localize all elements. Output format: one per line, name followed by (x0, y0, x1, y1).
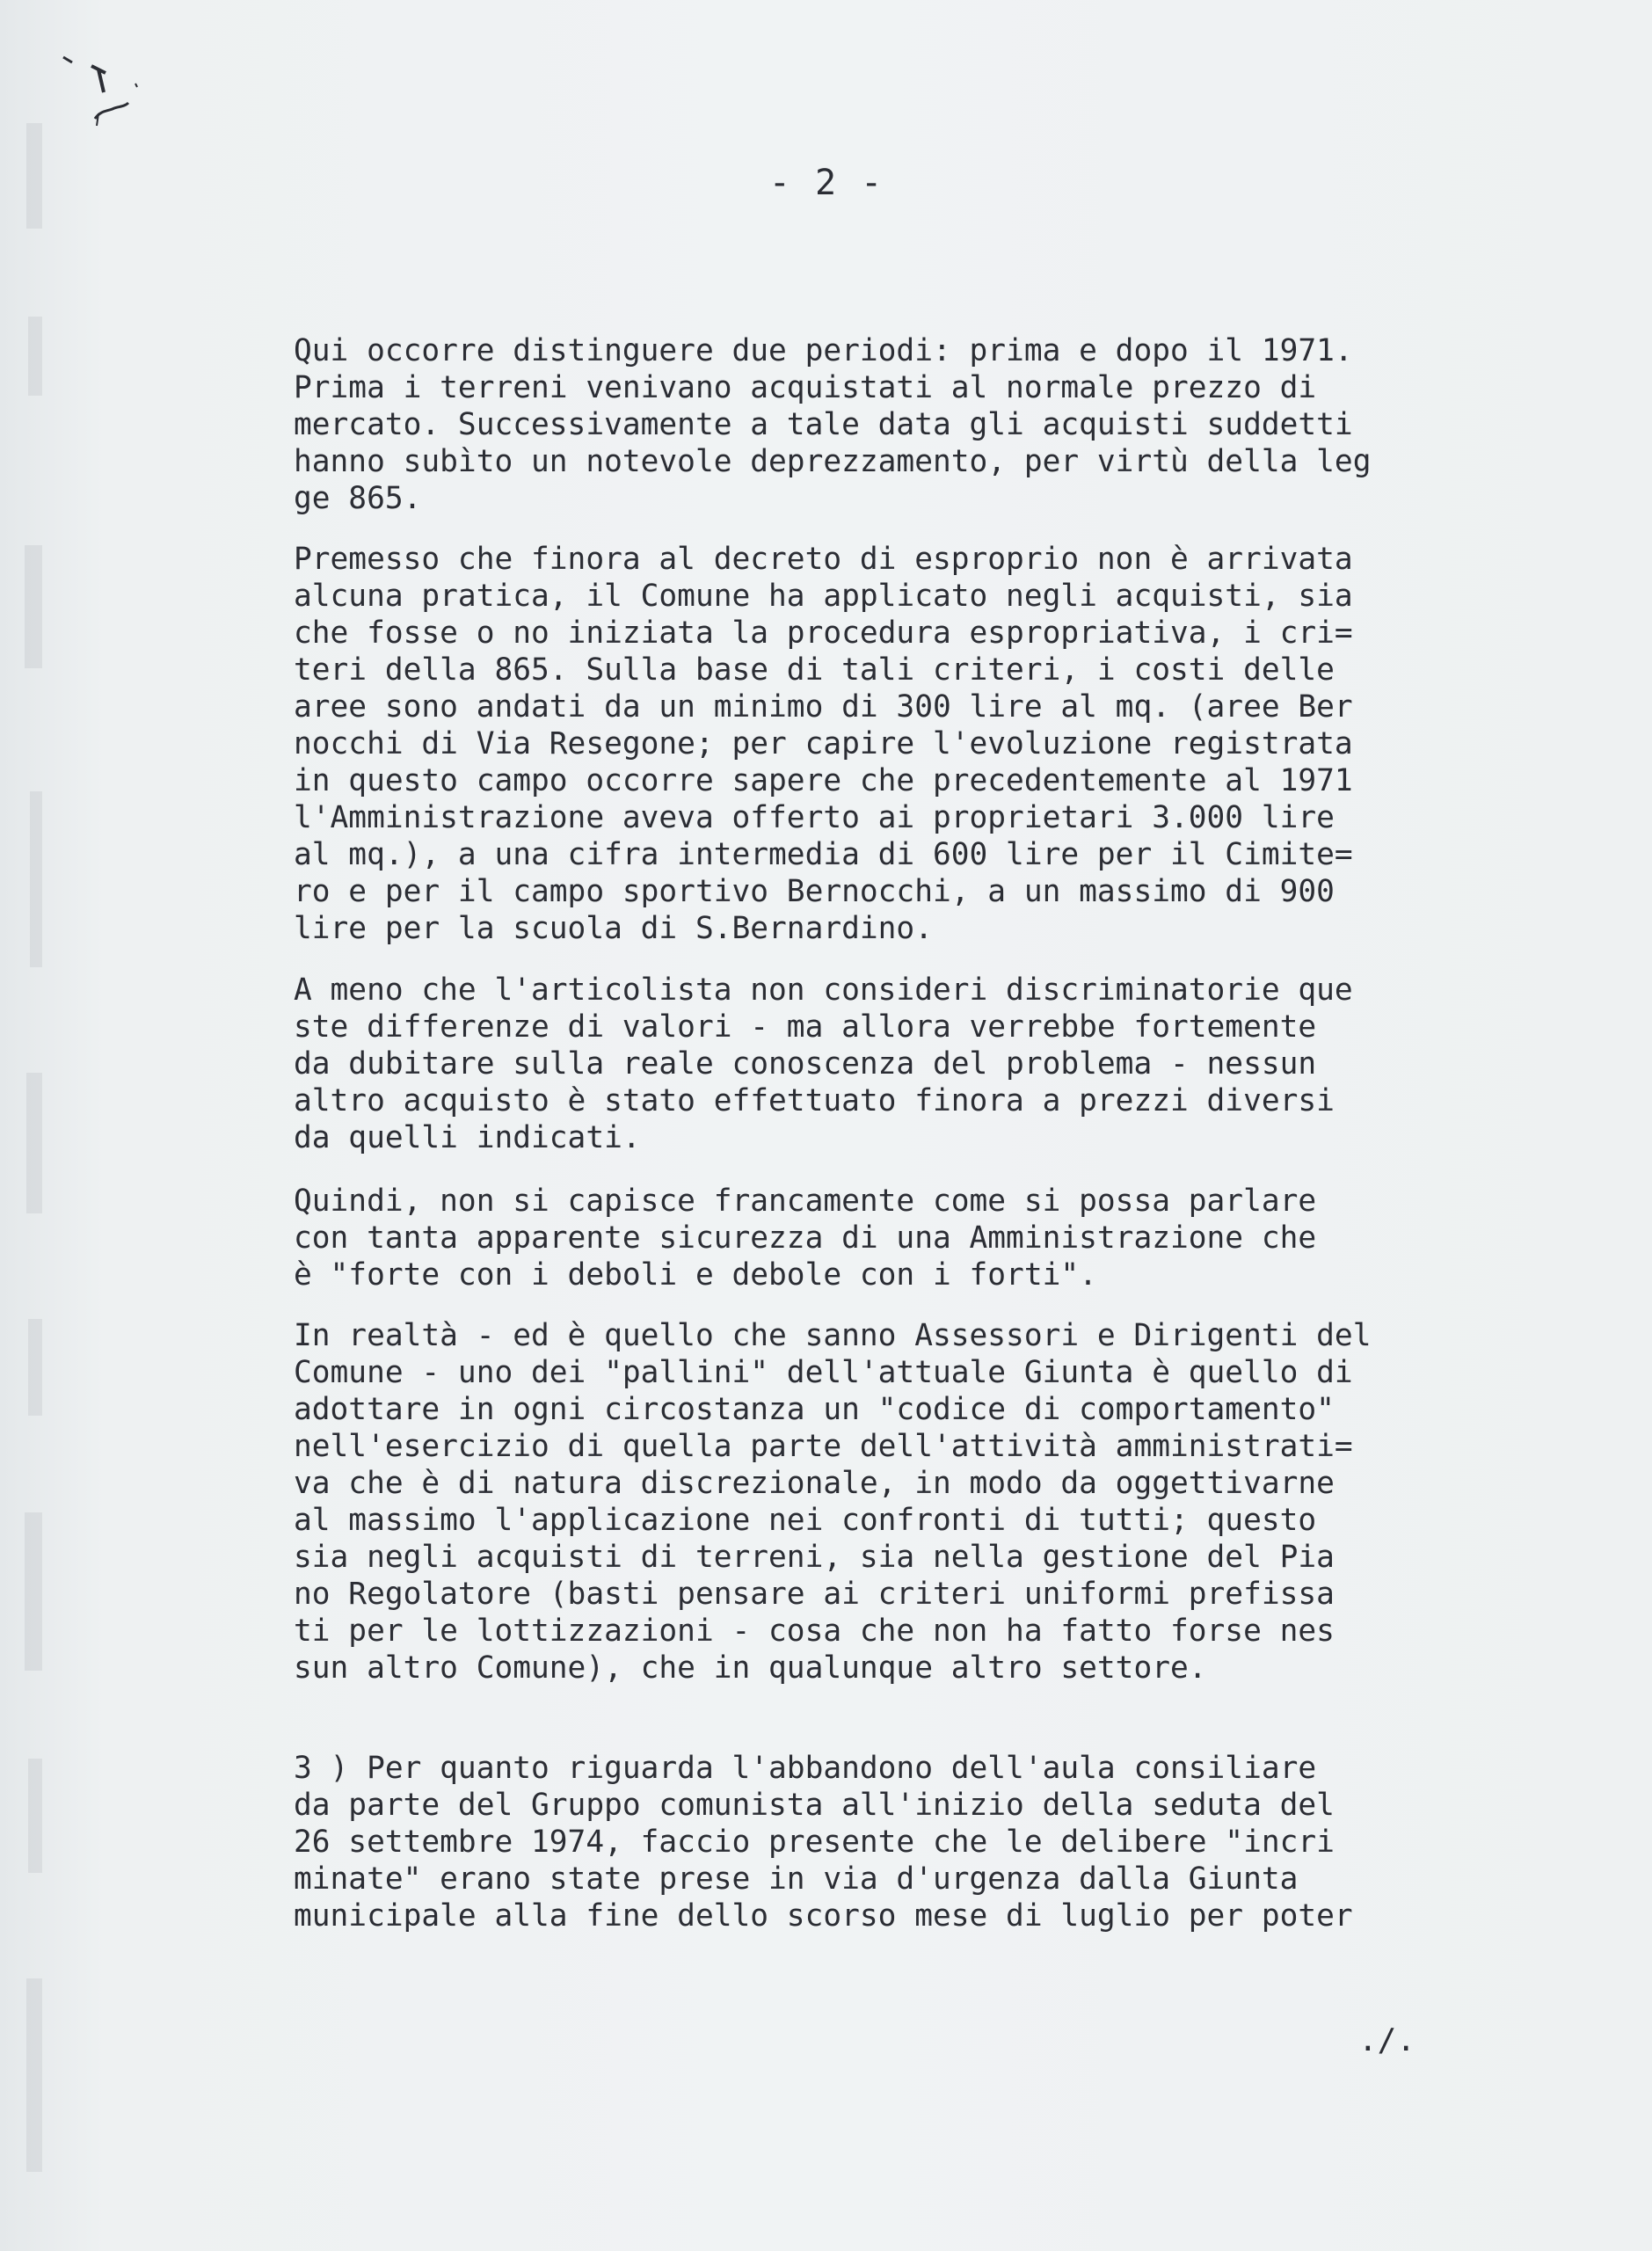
text-line: adottare in ogni circostanza un "codice di comportamento" (294, 1392, 1335, 1427)
text-line: Premesso che finora al decreto di esproprio non è arrivata (294, 542, 1353, 577)
text-line: ro e per il campo sportivo Bernocchi, a un massimo di 900 (294, 874, 1335, 909)
text-line: l'Amministrazione aveva offerto ai proprietari 3.000 lire (294, 800, 1335, 835)
text-line: In realtà - ed è quello che sanno Assessori e Dirigenti del (294, 1318, 1372, 1353)
text-line: ti per le lottizzazioni - cosa che non ha fatto forse nes (294, 1614, 1335, 1649)
text-line: da dubitare sulla reale conoscenza del problema - nessun (294, 1046, 1317, 1082)
page-number: - 2 - (768, 163, 884, 203)
text-line: lire per la scuola di S.Bernardino. (294, 911, 933, 946)
text-line: municipale alla fine dello scorso mese di luglio per poter (294, 1898, 1353, 1934)
text-line: minate" erano state prese in via d'urgenza dalla Giunta (294, 1861, 1299, 1897)
bleed-through-marks (9, 88, 70, 2233)
text-line: aree sono andati da un minimo di 300 lire al mq. (aree Ber (294, 689, 1353, 725)
continuation-mark: ./. (1358, 2022, 1416, 2058)
text-line: nell'esercizio di quella parte dell'attività amministrati= (294, 1429, 1353, 1464)
text-line: al mq.), a una cifra intermedia di 600 lire per il Cimite= (294, 837, 1353, 872)
text-line: al massimo l'applicazione nei confronti di tutti; questo (294, 1503, 1317, 1538)
text-line: da quelli indicati. (294, 1120, 641, 1155)
text-line: 26 settembre 1974, faccio presente che le delibere "incri (294, 1825, 1335, 1860)
text-line: 3 ) Per quanto riguarda l'abbandono dell'aula consiliare (294, 1751, 1317, 1786)
text-line: A meno che l'articolista non consideri discriminatorie que (294, 973, 1353, 1008)
text-line: altro acquisto è stato effettuato finora a prezzi diversi (294, 1083, 1335, 1118)
text-line: Comune - uno dei "pallini" dell'attuale Giunta è quello di (294, 1355, 1353, 1390)
text-line: va che è di natura discrezionale, in modo da oggettivarne (294, 1466, 1335, 1501)
text-line: ste differenze di valori - ma allora verrebbe fortemente (294, 1009, 1317, 1045)
text-line: mercato. Successivamente a tale data gli acquisti suddetti (294, 407, 1353, 442)
text-line: sun altro Comune), che in qualunque altro settore. (294, 1650, 1207, 1686)
text-line: nocchi di Via Resegone; per capire l'evoluzione registrata (294, 726, 1353, 761)
text-line: con tanta apparente sicurezza di una Amministrazione che (294, 1220, 1317, 1256)
text-line: Quindi, non si capisce francamente come si possa parlare (294, 1184, 1317, 1219)
text-line: da parte del Gruppo comunista all'inizio della seduta del (294, 1788, 1335, 1823)
text-line: alcuna pratica, il Comune ha applicato negli acquisti, sia (294, 579, 1353, 614)
text-line: ge 865. (294, 481, 422, 516)
text-line: è "forte con i deboli e debole con i forti". (294, 1257, 1097, 1293)
text-line: teri della 865. Sulla base di tali criteri, i costi delle (294, 652, 1335, 688)
handwritten-margin-mark (53, 48, 149, 136)
text-line: in questo campo occorre sapere che precedentemente al 1971 (294, 763, 1353, 798)
text-line: no Regolatore (basti pensare ai criteri uniformi prefissa (294, 1577, 1335, 1612)
text-line: hanno subìto un notevole deprezzamento, per virtù della leg (294, 444, 1372, 479)
text-line: Qui occorre distinguere due periodi: prima e dopo il 1971. (294, 333, 1353, 368)
text-line: sia negli acquisti di terreni, sia nella gestione del Pia (294, 1540, 1335, 1575)
text-line: che fosse o no iniziata la procedura espropriativa, i cri= (294, 616, 1353, 651)
text-line: Prima i terreni venivano acquistati al normale prezzo di (294, 370, 1317, 405)
